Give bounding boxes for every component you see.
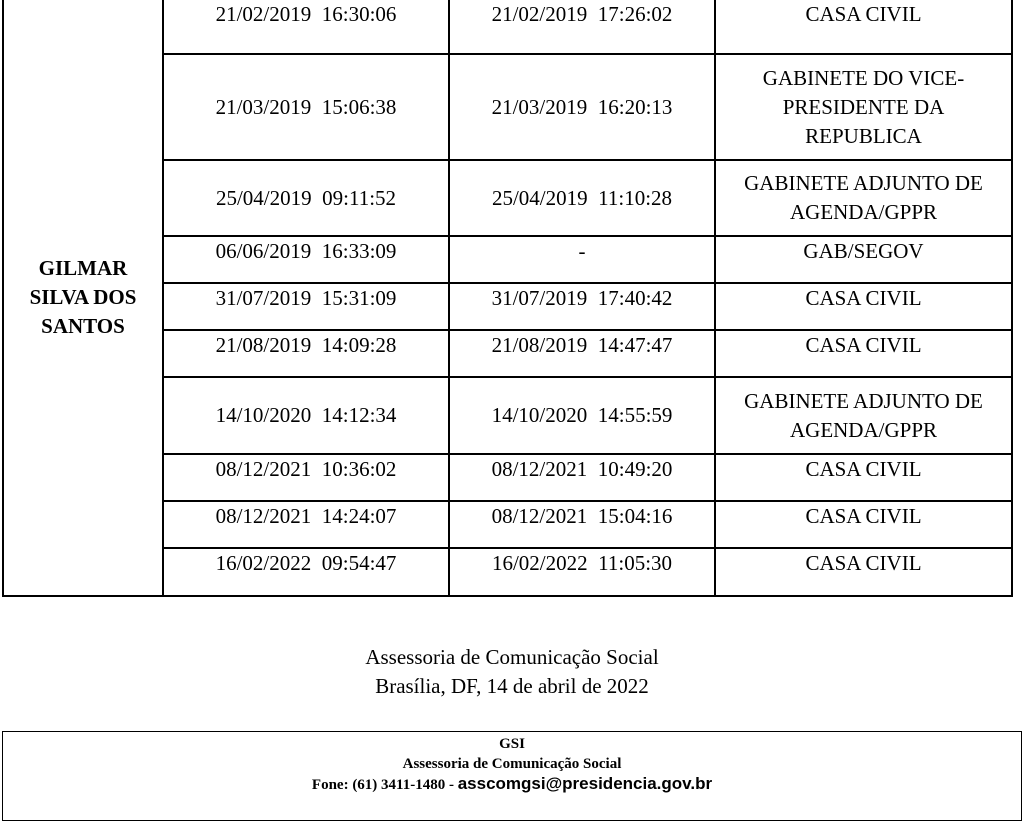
exit-datetime: 08/12/2021 10:49:20 (449, 454, 715, 501)
entry-datetime: 16/02/2022 09:54:47 (163, 548, 449, 596)
visitor-name-cell (3, 0, 163, 596)
destination-cell (715, 454, 1012, 501)
entry-datetime: 21/02/2019 16:30:06 (163, 0, 449, 54)
destination-line: CASA CIVIL (805, 286, 922, 310)
destination-line: AGENDA/GPPR (789, 200, 938, 224)
exit-datetime: 14/10/2020 14:55:59 (449, 377, 715, 454)
signature-department: Assessoria de Comunicação Social (365, 645, 659, 669)
entry-datetime: 31/07/2019 15:31:09 (163, 283, 449, 330)
exit-datetime: 08/12/2021 15:04:16 (449, 501, 715, 548)
destination-line: PRESIDENTE DA (782, 94, 945, 119)
entry-datetime: 21/08/2019 14:09:28 (163, 330, 449, 377)
entry-datetime: 08/12/2021 10:36:02 (163, 454, 449, 501)
exit-datetime: 21/03/2019 16:20:13 (449, 54, 715, 160)
visits-table (2, 0, 1013, 597)
entry-datetime: 14/10/2020 14:12:34 (163, 377, 449, 454)
visitor-name-line: GILMAR (38, 256, 128, 280)
destination-line: GAB/SEGOV (803, 239, 924, 263)
contact-department: Assessoria de Comunicação Social (402, 756, 622, 772)
entry-datetime: 06/06/2019 16:33:09 (163, 236, 449, 283)
exit-datetime: 25/04/2019 11:10:28 (449, 160, 715, 236)
destination-line: REPUBLICA (805, 123, 922, 148)
destination-line: GABINETE ADJUNTO DE (744, 171, 983, 195)
destination-cell (715, 160, 1012, 236)
exit-datetime: 21/08/2019 14:47:47 (449, 330, 715, 377)
table-row (3, 0, 1012, 54)
destination-cell (715, 377, 1012, 454)
visitor-name-line: SILVA DOS (29, 285, 137, 309)
destination-cell (715, 236, 1012, 283)
destination-line: GABINETE DO VICE- (762, 65, 965, 90)
destination-cell (715, 0, 1012, 54)
destination-line: GABINETE ADJUNTO DE (744, 388, 983, 413)
exit-datetime: 31/07/2019 17:40:42 (449, 283, 715, 330)
exit-datetime: 21/02/2019 17:26:02 (449, 0, 715, 54)
contact-org: GSI (499, 736, 525, 752)
destination-cell (715, 283, 1012, 330)
destination-line: CASA CIVIL (805, 2, 922, 26)
destination-cell (715, 54, 1012, 160)
contact-email[interactable]: asscomgsi@presidencia.gov.br (457, 774, 713, 793)
destination-line: CASA CIVIL (805, 457, 922, 481)
contact-box (2, 731, 1022, 821)
destination-line: AGENDA/GPPR (789, 417, 938, 442)
destination-cell (715, 548, 1012, 596)
destination-line: CASA CIVIL (805, 504, 922, 528)
signature-place-date: Brasília, DF, 14 de abril de 2022 (375, 674, 649, 698)
entry-datetime: 08/12/2021 14:24:07 (163, 501, 449, 548)
entry-datetime: 25/04/2019 09:11:52 (163, 160, 449, 236)
destination-cell (715, 330, 1012, 377)
destination-cell (715, 501, 1012, 548)
exit-datetime: 16/02/2022 11:05:30 (449, 548, 715, 596)
entry-datetime: 21/03/2019 15:06:38 (163, 54, 449, 160)
destination-line: CASA CIVIL (805, 333, 922, 357)
destination-line: CASA CIVIL (805, 551, 922, 575)
contact-phone: Fone: (61) 3411-1480 - (311, 777, 458, 793)
visitor-name-line: SANTOS (41, 314, 125, 338)
contact-line (3, 774, 1021, 795)
exit-datetime: - (449, 236, 715, 283)
